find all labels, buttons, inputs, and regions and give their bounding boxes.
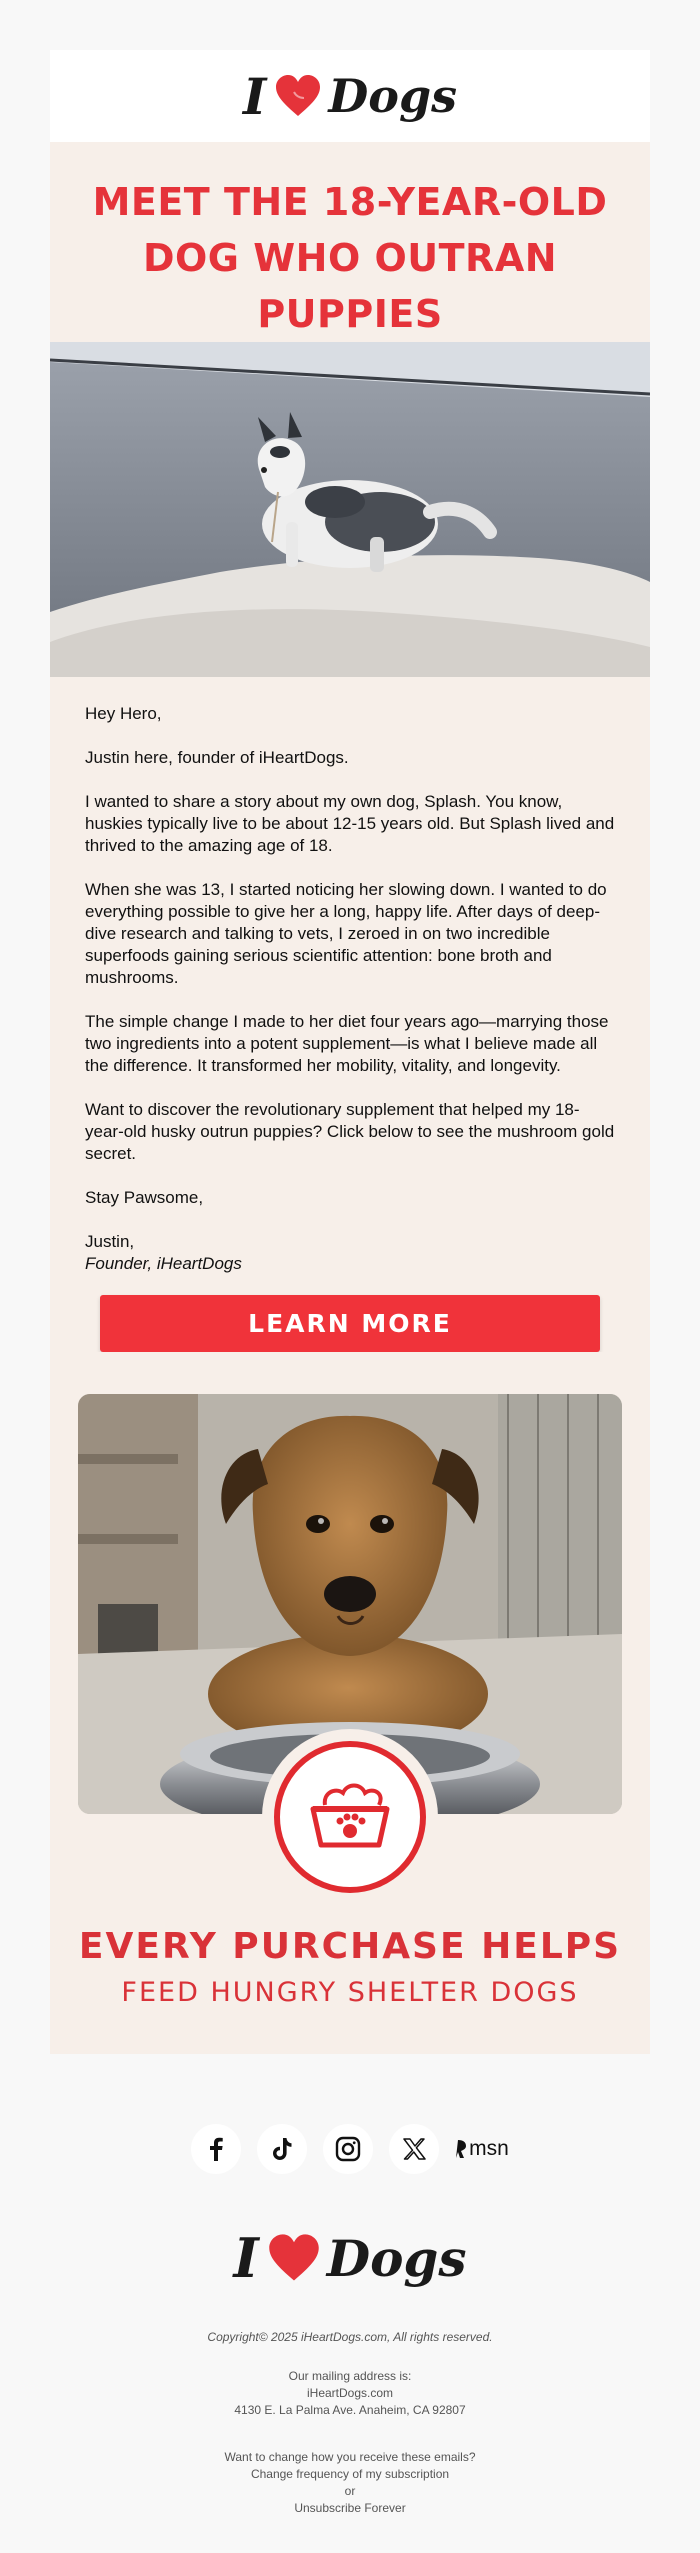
husky-photo[interactable] [50,342,650,677]
email-preferences [0,2449,700,2517]
purchase-title: EVERY PURCHASE HELPS [78,1926,622,1967]
husky-illustration [50,342,650,677]
story-paragraph-4: Want to discover the revolutionary supplement that helped my 18-year-old husky outrun puppies? Click below to see the mushroom gold secret. [85,1100,615,1163]
letter-body [50,677,650,1352]
headline-line-1: MEET THE 18-YEAR-OLD [92,180,608,224]
footer-logo[interactable] [0,2226,700,2290]
story-paragraph-3: The simple change I made to her diet four years ago—marrying those two ingredients into a potent supplement—is what I believe made all the difference. It transformed her mobility, vitality, and longevity. [85,1012,609,1075]
email-card [50,50,650,2054]
prefs-or: or [344,2484,356,2498]
bowl-badge [262,1729,438,1905]
iheartdogs-logo[interactable] [243,67,457,126]
footer-logo-dogs: Dogs [326,2228,467,2288]
heart-icon [274,74,322,118]
instagram-icon[interactable] [323,2124,373,2174]
msn-label: msn [469,2137,509,2160]
facebook-icon[interactable] [191,2124,241,2174]
footer-iheartdogs-logo [233,2226,466,2290]
prefs-question: Want to change how you receive these emails? [224,2450,476,2464]
greeting: Hey Hero, [85,704,162,723]
x-twitter-icon[interactable] [389,2124,439,2174]
change-frequency-link[interactable]: Change frequency of my subscription [250,2467,450,2481]
headline-line-2: DOG WHO OUTRAN PUPPIES [142,236,558,336]
social-links [0,2124,700,2174]
purchase-subtitle: FEED HUNGRY SHELTER DOGS [121,1977,579,2008]
footer [0,2092,700,2517]
signature-name: Justin, [85,1232,135,1251]
story-paragraph-1: I wanted to share a story about my own dog, Splash. You know, huskies typically live to be about 12-15 years old. But Splash lived and thrived to the amazing age of 18. [85,792,615,855]
learn-more-button[interactable]: LEARN MORE [100,1295,600,1352]
header-logo-bar [50,50,650,142]
signoff: Stay Pawsome, [85,1188,204,1207]
logo-i: I [242,66,267,126]
tiktok-icon[interactable] [257,2124,307,2174]
copyright: Copyright© 2025 iHeartDogs.com, All rights reserved. [207,2330,493,2344]
hero-section [50,142,650,342]
mailing-address [0,2368,700,2419]
logo-dogs: Dogs [328,69,458,123]
footer-heart-icon [267,2233,321,2283]
story-paragraph-2: When she was 13, I started noticing her slowing down. I wanted to do everything possible to give her a long, happy life. After days of deep-dive research and talking to vets, I zeroed in on two incredible superfoods gaining serious scientific attention: bone broth and mushrooms. [85,880,607,987]
msn-link[interactable] [455,2124,509,2174]
mailing-label: Our mailing address is: [288,2369,412,2383]
bowl-badge-circle [274,1741,426,1893]
dog-bowl-icon [305,1777,395,1857]
page-title [50,174,650,342]
intro-paragraph: Justin here, founder of iHeartDogs. [85,748,349,767]
unsubscribe-link[interactable]: Unsubscribe Forever [294,2501,406,2515]
shelter-section [50,1352,650,2054]
signature [85,1231,615,1275]
msn-icon [455,2138,469,2160]
mailing-street: 4130 E. La Palma Ave. Anaheim, CA 92807 [234,2403,466,2417]
signature-title: Founder, iHeartDogs [85,1254,242,1273]
mailing-site: iHeartDogs.com [306,2386,394,2400]
shelter-photo-wrap [50,1352,650,1814]
footer-logo-i: I [233,2226,259,2290]
